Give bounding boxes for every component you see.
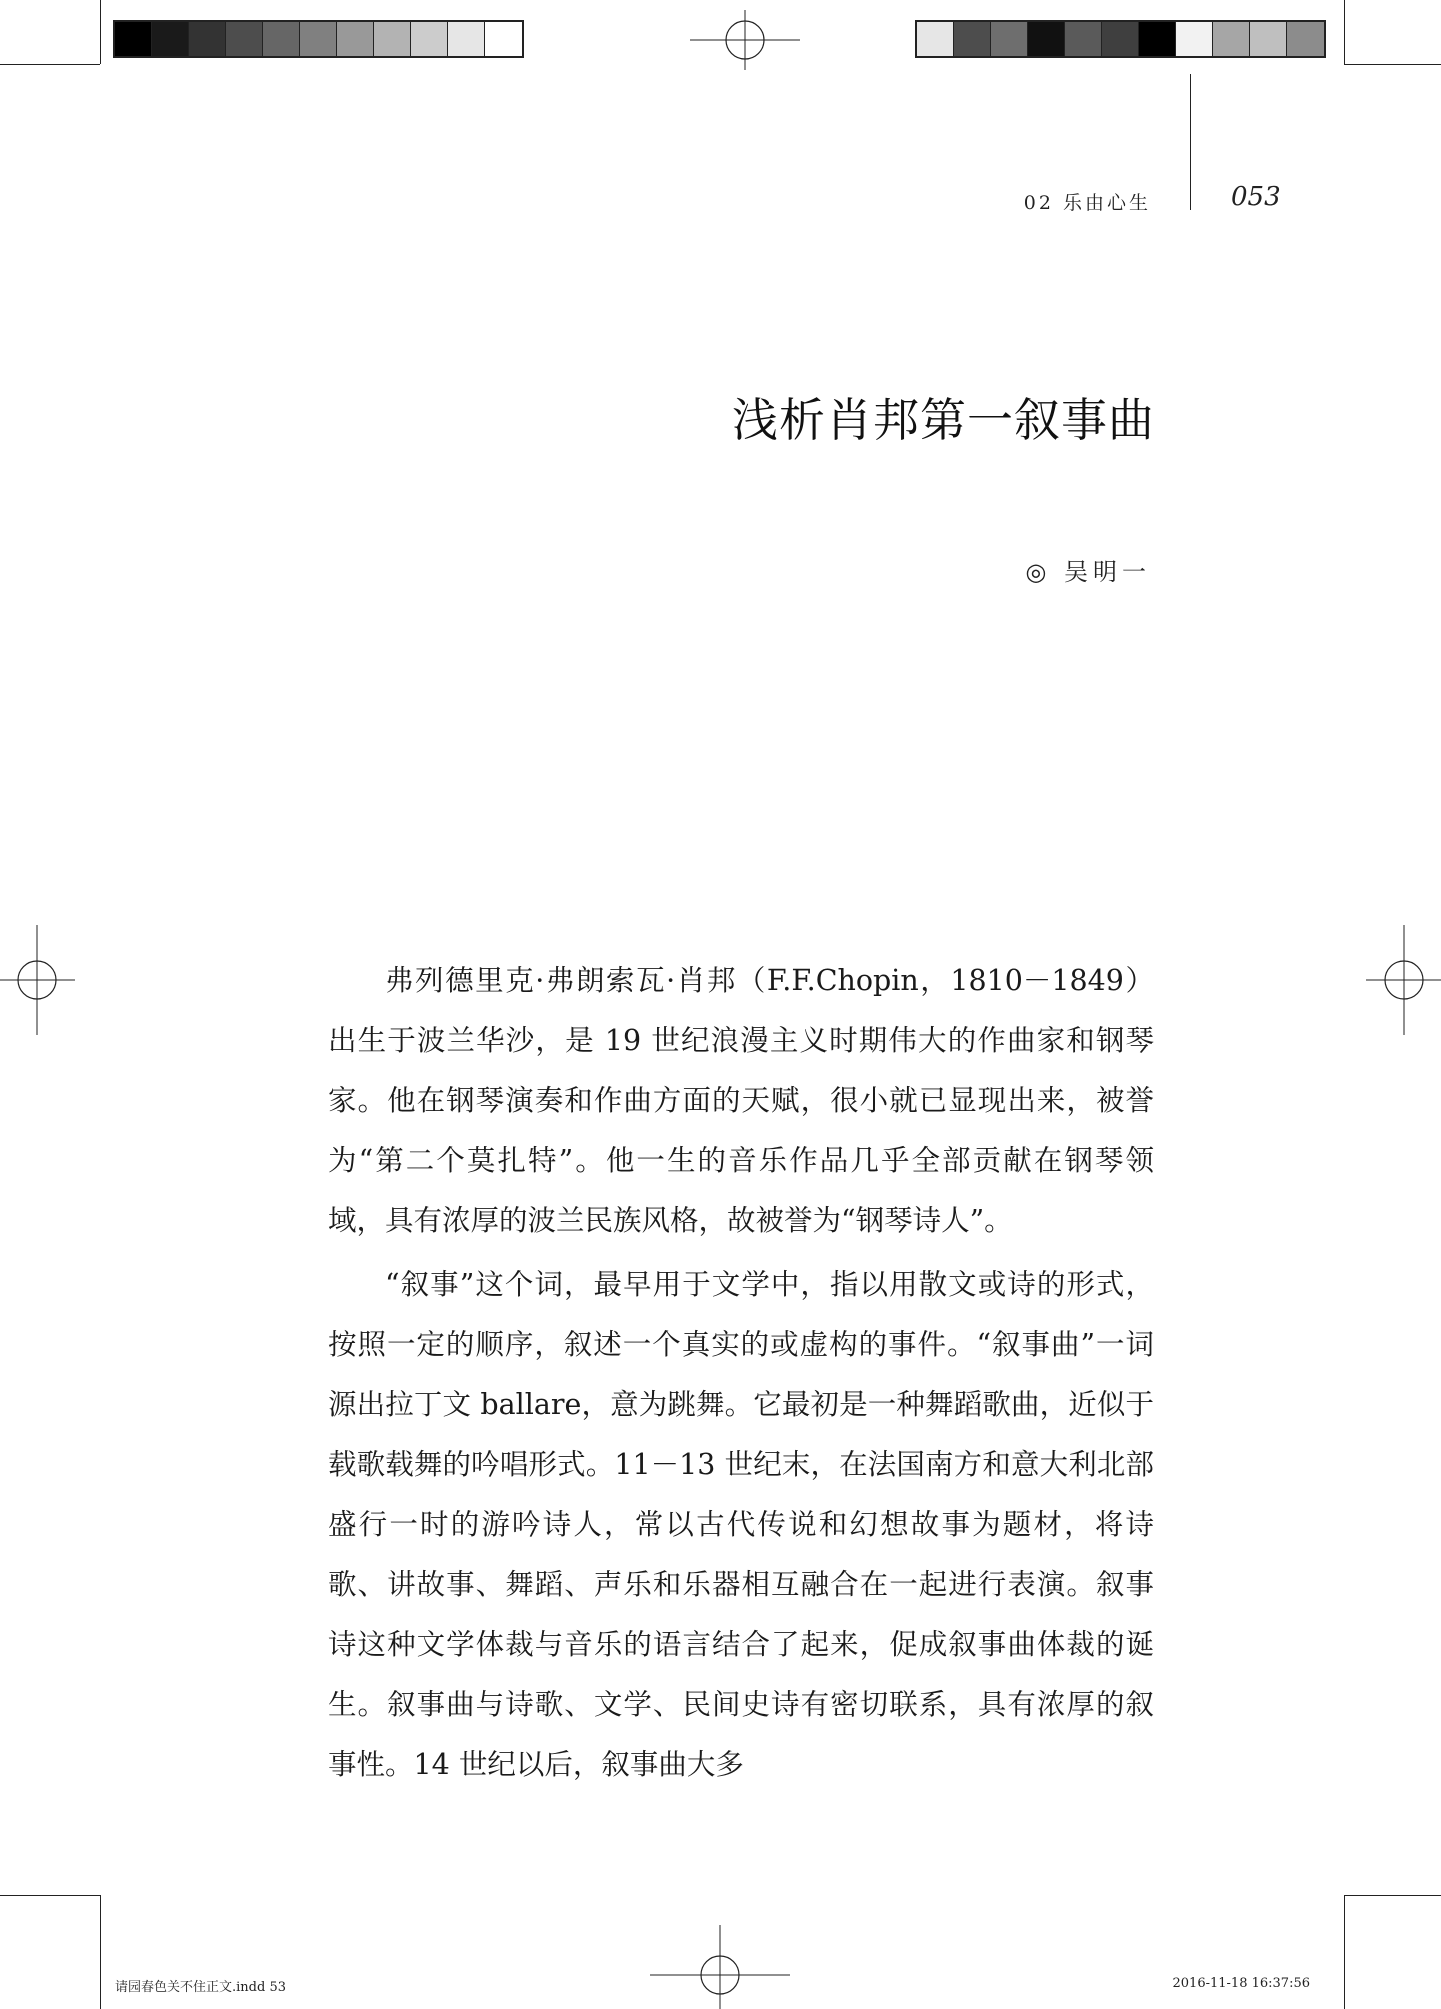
color-calibration-bar-right [915, 20, 1326, 58]
crop-mark [100, 0, 101, 64]
swatch [1102, 22, 1139, 56]
swatch [917, 22, 954, 56]
registration-mark-icon [690, 10, 800, 70]
crop-mark [1344, 64, 1441, 65]
color-calibration-bar-left [113, 20, 524, 58]
swatch [991, 22, 1028, 56]
swatch [374, 22, 411, 56]
swatch [152, 22, 189, 56]
timestamp: 2016-11-18 16:37:56 [1172, 1976, 1310, 1991]
article-body [328, 951, 1154, 1799]
header-divider [1190, 74, 1191, 210]
registration-mark-icon [650, 1895, 790, 2009]
paragraph: “叙事”这个词，最早用于文学中，指以用散文或诗的形式，按照一定的顺序，叙述一个真实的或虚构的事件。“叙事曲”一词源出拉丁文 ballare，意为跳舞。它最初是一种舞蹈歌曲，近似于载歌载舞的吟唱形式。11－13 世纪末，在法国南方和意大利北部盛行一时的游吟诗人，常以古代传说和幻想故事为题材，将诗歌、讲故事、舞蹈、声乐和乐器相互融合在一起进行表演。叙事诗这种文学体裁与音乐的语言结合了起来，促成叙事曲体裁的诞生。叙事曲与诗歌、文学、民间史诗有密切联系，具有浓厚的叙事性。14 世纪以后，叙事曲大多 [328, 1268, 1154, 1781]
swatch [189, 22, 226, 56]
crop-mark [0, 1895, 100, 1896]
article-title: 浅析肖邦第一叙事曲 [732, 393, 1155, 447]
swatch [1213, 22, 1250, 56]
swatch [115, 22, 152, 56]
swatch [954, 22, 991, 56]
swatch [411, 22, 448, 56]
swatch [1287, 22, 1324, 56]
swatch [485, 22, 522, 56]
running-head: 02 乐由心生 [1023, 192, 1151, 214]
crop-mark [0, 64, 100, 65]
swatch [1139, 22, 1176, 56]
swatch [448, 22, 485, 56]
swatch [337, 22, 374, 56]
swatch [1250, 22, 1287, 56]
file-info: 请园春色关不住正文.indd 53 [115, 1980, 286, 1995]
swatch [300, 22, 337, 56]
crop-mark [100, 1895, 101, 2009]
swatch [1028, 22, 1065, 56]
article-author: ◎ 吴明一 [1025, 558, 1151, 586]
swatch [263, 22, 300, 56]
page-number: 053 [1231, 182, 1281, 212]
swatch [226, 22, 263, 56]
crop-mark [1344, 1895, 1441, 1896]
crop-mark [1344, 1895, 1345, 2009]
swatch [1065, 22, 1102, 56]
paragraph: 弗列德里克·弗朗索瓦·肖邦（F.F.Chopin，1810－1849）出生于波兰华沙，是 19 世纪浪漫主义时期伟大的作曲家和钢琴家。他在钢琴演奏和作曲方面的天赋，很小就已显现出来，被誉为“第二个莫扎特”。他一生的音乐作品几乎全部贡献在钢琴领域，具有浓厚的波兰民族风格，故被誉为“钢琴诗人”。 [328, 964, 1154, 1237]
crop-mark [1344, 0, 1345, 64]
registration-mark-icon [1366, 925, 1441, 1035]
registration-mark-icon [0, 925, 75, 1035]
swatch [1176, 22, 1213, 56]
